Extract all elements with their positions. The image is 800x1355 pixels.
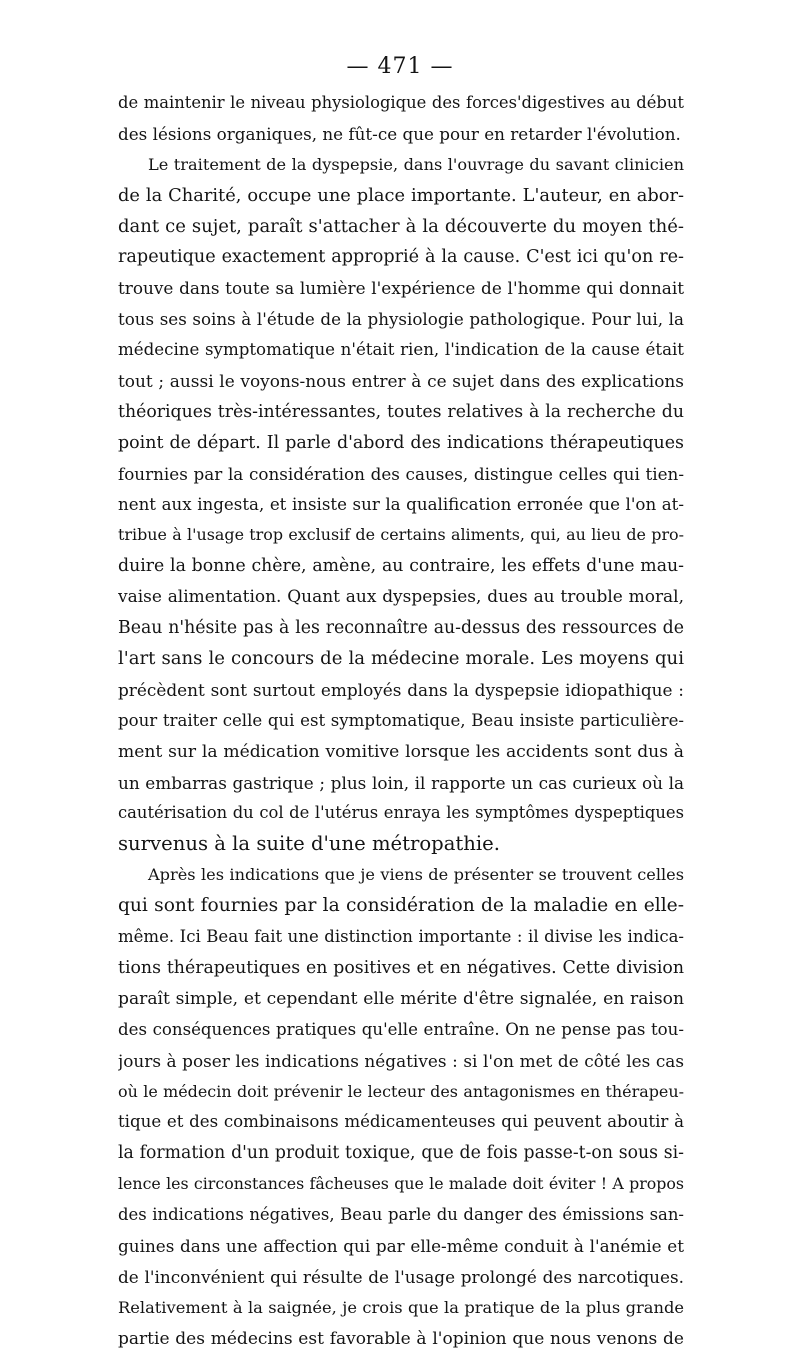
text-line: de l'inconvénient qui résulte de l'usage prolongé des narcotiques. — [118, 1266, 684, 1287]
text-line: vaise alimentation. Quant aux dyspepsies, dues au trouble moral, — [118, 587, 684, 608]
text-line: partie des médecins est favorable à l'opinion que nous venons de — [118, 1328, 684, 1349]
text-line: pour traiter celle qui est symptomatique, Beau insiste particulière- — [118, 710, 684, 730]
body-text — [118, 88, 684, 1355]
text-line: tique et des combinaisons médicamenteuses qui peuvent aboutir à — [118, 1112, 684, 1132]
text-line: survenus à la suite d'une métropathie. — [118, 832, 500, 856]
text-line: rapeutique exactement approprié à la cause. C'est ici qu'on re- — [118, 247, 684, 268]
text-line: de maintenir le niveau physiologique des forces'digestives au début — [118, 93, 684, 112]
text-line: des conséquences pratiques qu'elle entraîne. On ne pense pas tou- — [118, 1019, 684, 1039]
text-line: tout ; aussi le voyons-nous entrer à ce sujet dans des explications — [118, 371, 684, 392]
text-line: nent aux ingesta, et insiste sur la qualification erronée que l'on at- — [118, 494, 684, 514]
text-line: des indications négatives, Beau parle du danger des émissions san- — [118, 1205, 684, 1225]
text-line: jours à poser les indications négatives : si l'on met de côté les cas — [118, 1050, 684, 1071]
text-line: duire la bonne chère, amène, au contraire, les effets d'une mau- — [118, 556, 684, 577]
text-line: Relativement à la saignée, je crois que la pratique de la plus grande — [118, 1297, 684, 1317]
page-number: — 471 — — [346, 54, 454, 79]
text-line: tions thérapeutiques en positives et en négatives. Cette division — [118, 957, 684, 978]
text-line: où le médecin doit prévenir le lecteur des antagonismes en thérapeu- — [118, 1081, 684, 1101]
text-line: point de départ. Il parle d'abord des indications thérapeutiques — [118, 432, 684, 453]
text-line: fournies par la considération des causes, distingue celles qui tien- — [118, 463, 684, 484]
text-line: lence les circonstances fâcheuses que le malade doit éviter ! A propos — [118, 1174, 684, 1194]
text-line: théoriques très-intéressantes, toutes relatives à la recherche du — [118, 401, 684, 422]
text-line: ment sur la médication vomitive lorsque les accidents sont dus à — [118, 741, 684, 762]
text-line: des lésions organiques, ne fût-ce que pour en retarder l'évolution. — [118, 123, 681, 144]
text-line: un embarras gastrique ; plus loin, il rapporte un cas curieux où la — [118, 772, 684, 793]
text-line: trouve dans toute sa lumière l'expérience de l'homme qui donnait — [118, 278, 684, 299]
text-line: Après les indications que je viens de présenter se trouvent celles — [148, 865, 684, 885]
text-line: médecine symptomatique n'était rien, l'indication de la cause était — [118, 340, 684, 360]
text-line: précèdent sont surtout employés dans la dyspepsie idiopathique : — [118, 679, 684, 700]
text-line: guines dans une affection qui par elle-même conduit à l'anémie et — [118, 1235, 684, 1256]
text-line: qui sont fournies par la considération de la maladie en elle- — [118, 895, 684, 917]
text-line: Le traitement de la dyspepsie, dans l'ouvrage du savant clinicien — [148, 154, 684, 174]
text-line: la formation d'un produit toxique, que de fois passe-t-on sous si- — [118, 1143, 684, 1164]
text-line: l'art sans le concours de la médecine morale. Les moyens qui — [118, 648, 684, 670]
text-line: cautérisation du col de l'utérus enraya les symptômes dyspeptiques — [118, 803, 684, 823]
text-line: même. Ici Beau fait une distinction importante : il divise les indica- — [118, 927, 684, 947]
text-line: Beau n'hésite pas à les reconnaître au-dessus des ressources de — [118, 618, 684, 639]
text-line: paraît simple, et cependant elle mérite d'être signalée, en raison — [118, 988, 684, 1009]
text-line: de la Charité, occupe une place importante. L'auteur, en abor- — [118, 184, 684, 206]
text-line: dant ce sujet, paraît s'attacher à la découverte du moyen thé- — [118, 215, 684, 237]
text-line: tous ses soins à l'étude de la physiologie pathologique. Pour lui, la — [118, 309, 684, 330]
text-line: tribue à l'usage trop exclusif de certains aliments, qui, au lieu de pro- — [118, 525, 684, 545]
